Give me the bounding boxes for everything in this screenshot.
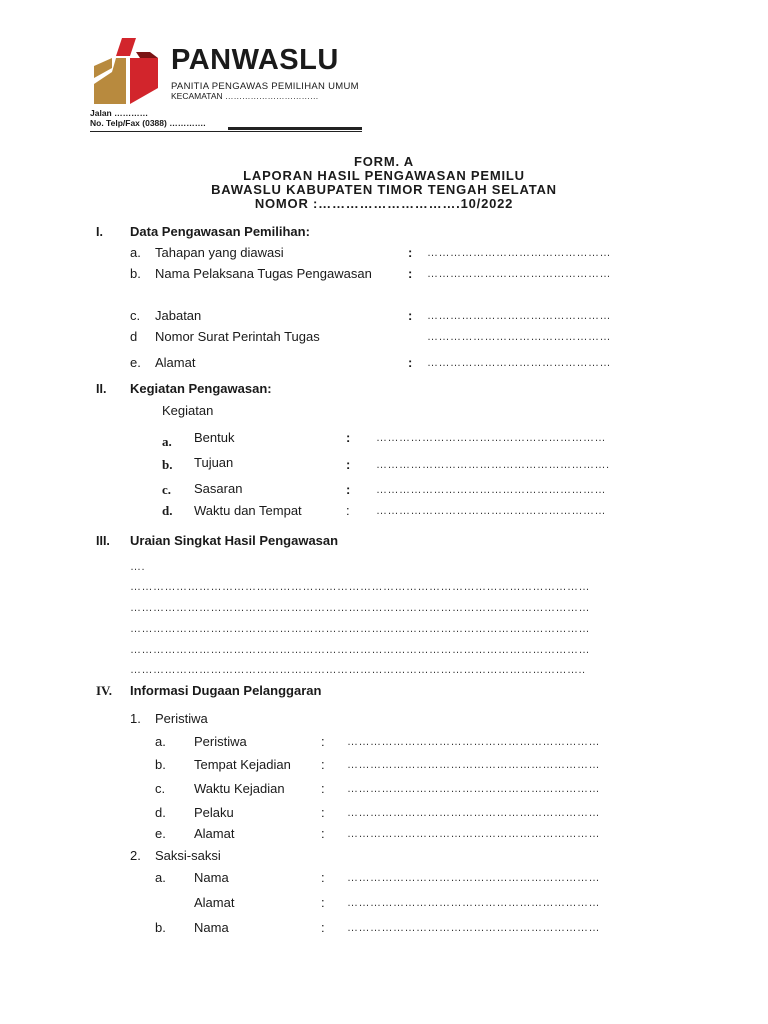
- row-letter: d.: [162, 503, 173, 518]
- subsection-1-title: Peristiwa: [155, 711, 208, 726]
- fill-in-field[interactable]: …………………………………………………………: [347, 759, 600, 771]
- description-line[interactable]: …………………………………………………………………………………………………………: [130, 581, 590, 593]
- row-letter: c.: [155, 781, 166, 796]
- fill-in-field[interactable]: ……………………………………………………: [376, 432, 606, 444]
- row-label: Alamat: [155, 355, 196, 370]
- report-number: NOMOR :………………………….10/2022: [254, 196, 514, 211]
- row-label: Nama: [194, 920, 229, 935]
- subsection-2-number: 2.: [130, 848, 141, 863]
- description-line[interactable]: …………………………………………………………………………………………………………: [130, 623, 590, 635]
- section-2-number: II.: [96, 382, 107, 396]
- row-letter: a.: [162, 434, 172, 449]
- row-letter: a.: [155, 870, 166, 885]
- subsection-1-number: 1.: [130, 711, 141, 726]
- fill-in-field[interactable]: …………………………………………………………: [347, 783, 600, 795]
- row-label: Alamat: [194, 826, 235, 841]
- fill-in-field[interactable]: …………………………………………………………: [347, 872, 600, 884]
- fill-in-field[interactable]: …………………………………………………….: [376, 459, 610, 471]
- row-colon: :: [321, 870, 325, 885]
- row-letter: c.: [130, 308, 141, 323]
- row-letter: e.: [155, 826, 166, 841]
- row-colon: :: [321, 734, 325, 749]
- row-letter: b.: [130, 266, 141, 281]
- row-colon: :: [321, 805, 325, 820]
- row-colon: :: [346, 482, 351, 497]
- row-label: Sasaran: [194, 481, 243, 496]
- row-colon: :: [408, 308, 413, 323]
- row-letter: a.: [155, 734, 166, 749]
- fill-in-field[interactable]: …………………………………………………………: [347, 807, 600, 819]
- header-rule-thick: [228, 127, 362, 130]
- address-line: Jalan …………: [90, 108, 149, 118]
- row-colon: :: [346, 457, 351, 472]
- row-letter: b.: [155, 920, 166, 935]
- row-letter: b.: [155, 757, 166, 772]
- row-label: Tempat Kejadian: [194, 757, 291, 772]
- description-line[interactable]: ………………………………………………………………………………………………………..: [130, 664, 586, 676]
- row-colon: :: [408, 355, 413, 370]
- row-colon: :: [321, 920, 325, 935]
- row-colon: :: [408, 266, 413, 281]
- row-letter: d: [130, 329, 138, 344]
- row-letter: a.: [130, 245, 141, 260]
- header-rule: [90, 131, 362, 132]
- brand-name: PANWASLU: [171, 44, 339, 76]
- section-4-title: Informasi Dugaan Pelanggaran: [130, 683, 322, 698]
- section-1-title: Data Pengawasan Pemilihan:: [130, 224, 310, 239]
- report-title: LAPORAN HASIL PENGAWASAN PEMILU: [243, 168, 525, 183]
- report-subtitle: BAWASLU KABUPATEN TIMOR TENGAH SELATAN: [211, 182, 557, 197]
- row-label: Waktu Kejadian: [194, 781, 285, 796]
- row-label: Pelaku: [194, 805, 234, 820]
- fill-in-field[interactable]: …………………………………………: [427, 331, 611, 343]
- row-label: Nomor Surat Perintah Tugas: [155, 329, 320, 344]
- section-3-title: Uraian Singkat Hasil Pengawasan: [130, 533, 339, 548]
- section-2-title: Kegiatan Pengawasan:: [130, 381, 272, 396]
- row-colon: :: [321, 895, 325, 910]
- row-colon: :: [321, 757, 325, 772]
- fill-in-field[interactable]: …………………………………………: [427, 357, 611, 369]
- row-label: Nama Pelaksana Tugas Pengawasan: [155, 266, 372, 281]
- fill-in-field[interactable]: …………………………………………: [427, 310, 611, 322]
- section-1-number: I.: [96, 225, 103, 239]
- row-colon: :: [408, 245, 413, 260]
- fill-in-field[interactable]: …………………………………………………………: [347, 828, 600, 840]
- fill-in-field[interactable]: …………………………………………: [427, 268, 611, 280]
- row-label: Tujuan: [194, 455, 234, 470]
- row-colon: :: [346, 503, 350, 518]
- row-letter: d.: [155, 805, 166, 820]
- row-colon: :: [321, 826, 325, 841]
- panwaslu-logo-icon: [90, 38, 162, 104]
- row-label: Waktu dan Tempat: [194, 503, 302, 518]
- section-3-number: III.: [96, 534, 110, 548]
- fill-in-field[interactable]: ……………………………………………………: [376, 484, 606, 496]
- organization-name: PANITIA PENGAWAS PEMILIHAN UMUM: [171, 81, 359, 92]
- row-label: Tahapan yang diawasi: [155, 245, 284, 260]
- fill-in-field[interactable]: …………………………………………………………: [347, 922, 600, 934]
- subsection-2-title: Saksi-saksi: [155, 848, 221, 863]
- row-label: Peristiwa: [194, 734, 247, 749]
- description-line[interactable]: …………………………………………………………………………………………………………: [130, 602, 590, 614]
- form-label: FORM. A: [354, 154, 414, 169]
- kecamatan-line: KECAMATAN ……………………………: [171, 91, 319, 101]
- row-letter: c.: [162, 482, 172, 497]
- fill-in-field[interactable]: …………………………………………………………: [347, 736, 600, 748]
- section-4-number: IV.: [96, 683, 113, 698]
- fill-in-field[interactable]: …………………………………………………………: [347, 897, 600, 909]
- section-2-subheading: Kegiatan: [162, 403, 214, 418]
- row-label: Alamat: [194, 895, 235, 910]
- description-lead: ….: [130, 561, 146, 573]
- row-label: Nama: [194, 870, 229, 885]
- row-label: Jabatan: [155, 308, 202, 323]
- row-letter: b.: [162, 457, 173, 472]
- fill-in-field[interactable]: …………………………………………: [427, 247, 611, 259]
- row-colon: :: [321, 781, 325, 796]
- description-line[interactable]: …………………………………………………………………………………………………………: [130, 644, 590, 656]
- row-letter: e.: [130, 355, 141, 370]
- phone-line: No. Telp/Fax (0388) ………….: [90, 118, 206, 128]
- row-colon: :: [346, 430, 351, 445]
- fill-in-field[interactable]: ……………………………………………………: [376, 505, 606, 517]
- row-label: Bentuk: [194, 430, 235, 445]
